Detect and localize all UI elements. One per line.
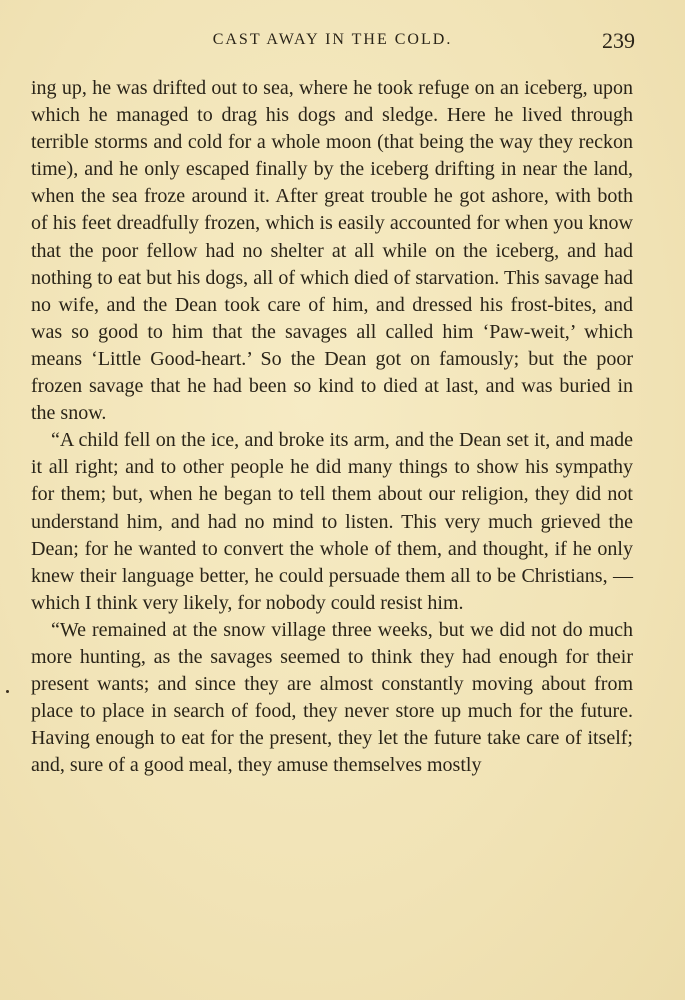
running-title: CAST AWAY IN THE COLD.	[212, 31, 453, 48]
paragraph-3: “We remained at the snow village three weeks, but we did not do much more hunting, as the savages seemed to think they had enough for their present wants; and since they are almost constantly moving about from place to place in search of food, they never store up much for the future. Having enough to eat for the present, they let the future take care of itself; and, sure of a good meal, they amuse themselves mostly	[31, 618, 633, 777]
running-head	[30, 28, 635, 54]
paragraph-2: “A child fell on the ice, and broke its arm, and the Dean set it, and made it all right; and to other people he did many things to show his sympathy for them; but, when he began to tell them about our religion, they did not understand him, and had no mind to listen. This very much grieved the Dean; for he wanted to convert the whole of them, and thought, if he only knew their language better, he could persuade them all to be Christians, — which I think very likely, for nobody could resist him.	[31, 429, 633, 614]
body-text	[31, 75, 633, 779]
page-number: 239	[602, 28, 635, 53]
margin-dot	[6, 690, 9, 693]
paragraph-1: ing up, he was drifted out to sea, where he took refuge on an iceberg, upon which he managed to drag his dogs and sledge. Here he lived through terrible storms and cold for a whole moon (that being the way they reckon time), and he only escaped finally by the iceberg drifting in near the land, when the sea froze around it. After great trouble he got ashore, with both of his feet dreadfully frozen, which is easily accounted for when you know that the poor fellow had no shelter at all while on the iceberg, and had nothing to eat but his dogs, all of which died of starvation. This savage had no wife, and the Dean took care of him, and dressed his frost-bites, and was so good to him that the savages all called him ‘Paw-weit,’ which means ‘Little Good-heart.’ So the Dean got on famously; but the poor frozen savage that he had been so kind to died at last, and was buried in the snow.	[31, 77, 633, 425]
